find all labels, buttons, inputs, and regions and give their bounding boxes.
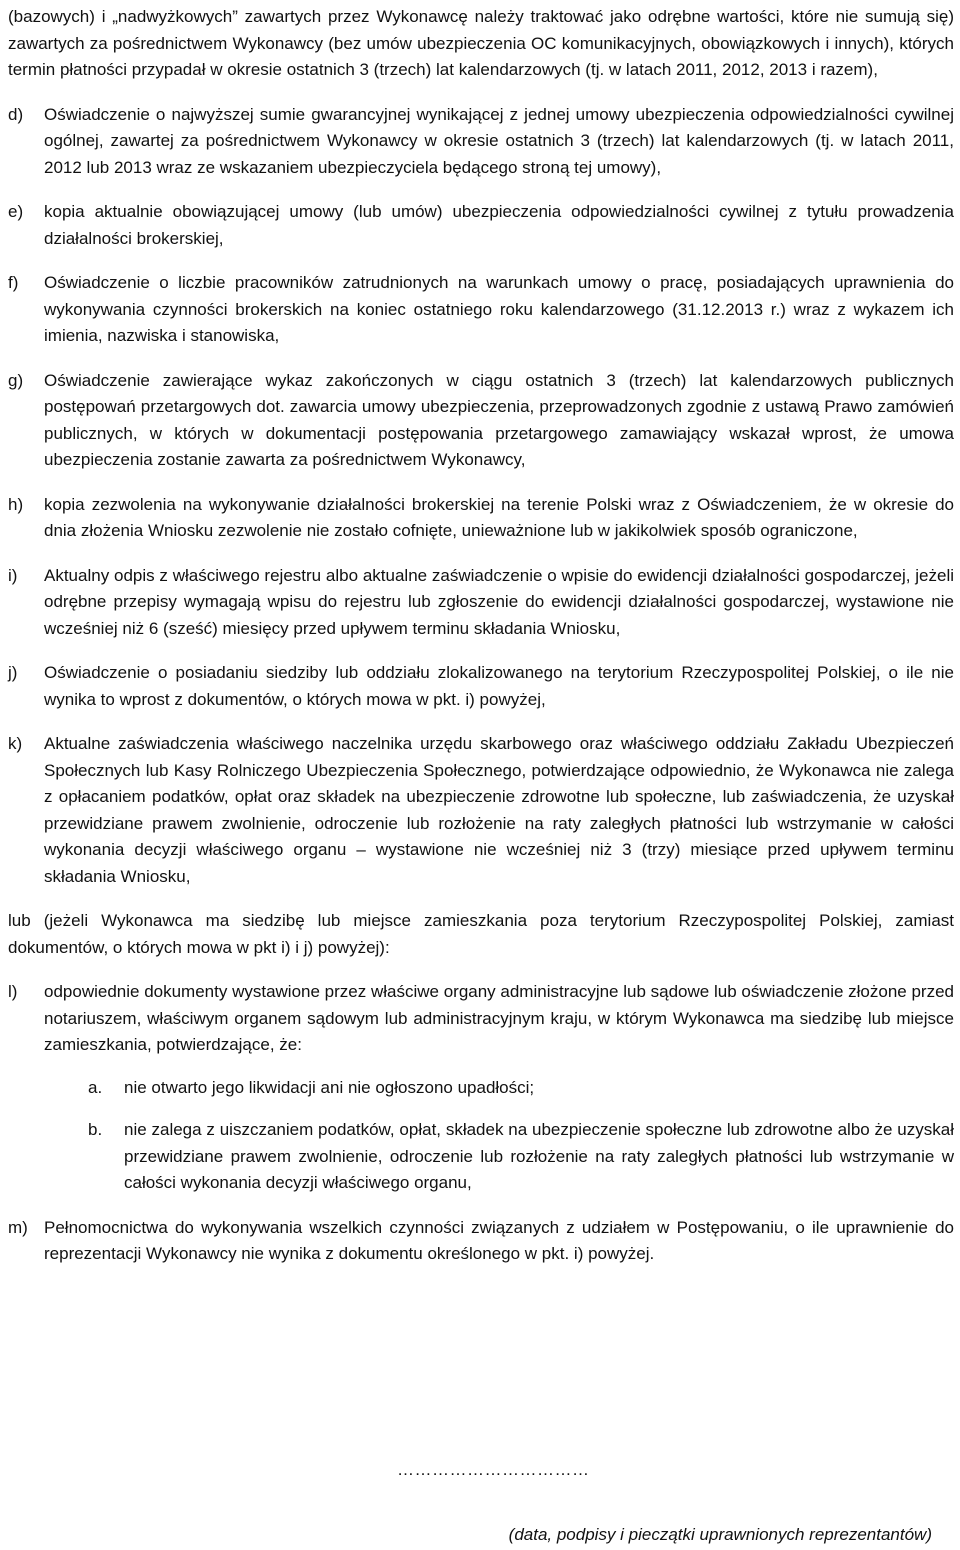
list-item-g xyxy=(8,368,954,474)
sub-item-a xyxy=(8,1075,954,1102)
list-item-h xyxy=(8,492,954,545)
item-text: Pełnomocnictwa do wykonywania wszelkich czynności związanych z udziałem w Postępowaniu, o ile uprawnienie do reprezentacji Wykonawcy nie wynika z dokumentu określonego w pkt. i) powyżej. xyxy=(44,1217,954,1263)
sub-item-text: nie otwarto jego likwidacji ani nie ogłoszono upadłości; xyxy=(124,1077,535,1097)
item-label: l) xyxy=(8,982,18,1001)
signature-caption: (data, podpisy i pieczątki uprawnionych reprezentantów) xyxy=(508,1525,932,1544)
sub-item-b xyxy=(8,1117,954,1197)
item-text: kopia aktualnie obowiązującej umowy (lub umów) ubezpieczenia odpowiedzialności cywilnej z tytułu prowadzenia działalności brokerskiej, xyxy=(44,202,954,248)
list-item-d xyxy=(8,102,954,182)
item-label: g) xyxy=(8,370,24,390)
item-label: m) xyxy=(8,1217,28,1237)
item-text: Aktualny odpis z właściwego rejestru albo aktualne zaświadczenie o wpisie do ewidencji działalności gospodarczej, jeżeli odrębne przepisy wymagają wpisu do rejestru lub zgłoszenie do ewidencji działalności gospodarczej, wystawione nie wcześniej niż 6 (sześć) miesięcy przed upływem terminu składania Wniosku, xyxy=(44,565,954,638)
sub-item-label: a. xyxy=(88,1077,103,1097)
item-label: j) xyxy=(8,663,18,682)
item-text: kopia zezwolenia na wykonywanie działalności brokerskiej na terenie Polski wraz z Oświadczeniem, że w okresie do dnia złożenia Wniosku zezwolenie nie zostało cofnięte, unieważnione lub w jakikolwiek sposób ograniczone, xyxy=(44,494,954,540)
item-text: Oświadczenie zawierające wykaz zakończonych w ciągu ostatnich 3 (trzech) lat kalendarzowych publicznych postępowań przetargowych dot. zawarcia umowy ubezpieczenia, przeprowadzonych zgodnie z ustawą Prawo zamówień publicznych, w których w dokumentacji postępowania przetargowego zamawiający wskazał wprost, że umowa ubezpieczenia zostanie zawarta za pośrednictwem Wykonawcy, xyxy=(44,370,954,469)
item-label: d) xyxy=(8,104,24,124)
list-item-m xyxy=(8,1215,954,1268)
item-text: odpowiednie dokumenty wystawione przez właściwe organy administracyjne lub sądowe lub oświadczenie złożone przed notariuszem, właściwym organem sądowym lub administracyjnym kraju, w którym Wykonawca ma siedzibę lub miejsce zamieszkania, potwierdzające, że: xyxy=(44,982,954,1054)
item-text: Oświadczenie o posiadaniu siedziby lub oddziału zlokalizowanego na terytorium Rzeczypospolitej Polskiej, o ile nie wynika to wprost z dokumentów, o których mowa w pkt. i) powyżej, xyxy=(44,663,954,709)
item-text: Aktualne zaświadczenia właściwego naczelnika urzędu skarbowego oraz właściwego oddziału Zakładu Ubezpieczeń Społecznych lub Kasy Rolniczego Ubezpieczenia Społecznego, potwierdzające odpowiednio, że Wykonawca nie zalega z opłacaniem podatków, opłat oraz składek na ubezpieczenie zdrowotne lub społeczne, lub zaświadczenia, że uzyskał przewidziane prawem zwolnienie, odroczenie lub rozłożenie na raty zaległych płatności lub wstrzymanie w całości wykonania decyzji właściwego organu – wystawione nie wcześniej niż 3 (trzy) miesiące przed upływem terminu składania Wniosku, xyxy=(44,734,954,886)
item-text: Oświadczenie o liczbie pracowników zatrudnionych na warunkach umowy o pracę, posiadających uprawnienia do wykonywania czynności brokerskich na koniec ostatniego roku kalendarzowego (31.12.2013 r.) wraz z wykazem ich imienia, nazwiska i stanowiska, xyxy=(44,273,954,345)
list-item-l xyxy=(8,979,954,1059)
list-item-f xyxy=(8,270,954,350)
item-label: f) xyxy=(8,273,19,292)
alternative-intro-paragraph: lub (jeżeli Wykonawca ma siedzibę lub miejsce zamieszkania poza terytorium Rzeczypospolitej Polskiej, zamiast dokumentów, o których mowa w pkt i) i j) powyżej): xyxy=(8,911,954,957)
item-label: h) xyxy=(8,494,24,514)
item-label: i) xyxy=(8,565,18,585)
item-label: k) xyxy=(8,734,23,753)
list-item-e xyxy=(8,199,954,252)
sub-item-text: nie zalega z uiszczaniem podatków, opłat, składek na ubezpieczenie społeczne lub zdrowotne albo że uzyskał przewidziane prawem zwolnienie, odroczenie lub rozłożenie na raty zaległych płatności lub wstrzymanie w całości wykonania decyzji właściwego organu, xyxy=(124,1120,954,1192)
continued-paragraph: (bazowych) i „nadwyżkowych” zawartych przez Wykonawcę należy traktować jako odrębne wartości, które nie sumują się) zawartych za pośrednictwem Wykonawcy (bez umów ubezpieczenia OC komunikacyjnych, obowiązkowych i innych), których termin płatności przypadał w okresie ostatnich 3 (trzech) lat kalendarzowych (tj. w latach 2011, 2012, 2013 i razem), xyxy=(8,7,954,79)
signature-line: …………………………… xyxy=(397,1460,590,1479)
item-label: e) xyxy=(8,202,24,221)
item-text: Oświadczenie o najwyższej sumie gwarancyjnej wynikającej z jednej umowy ubezpieczenia odpowiedzialności cywilnej ogólnej, zawartej za pośrednictwem Wykonawcy w okresie ostatnich 3 (trzech) lat kalendarzowych (tj. w latach 2011, 2012 lub 2013 wraz ze wskazaniem ubezpieczyciela będącego stroną tej umowy), xyxy=(44,104,954,177)
sub-item-label: b. xyxy=(88,1120,103,1139)
list-item-k xyxy=(8,731,954,890)
list-item-j xyxy=(8,660,954,713)
list-item-i xyxy=(8,563,954,643)
